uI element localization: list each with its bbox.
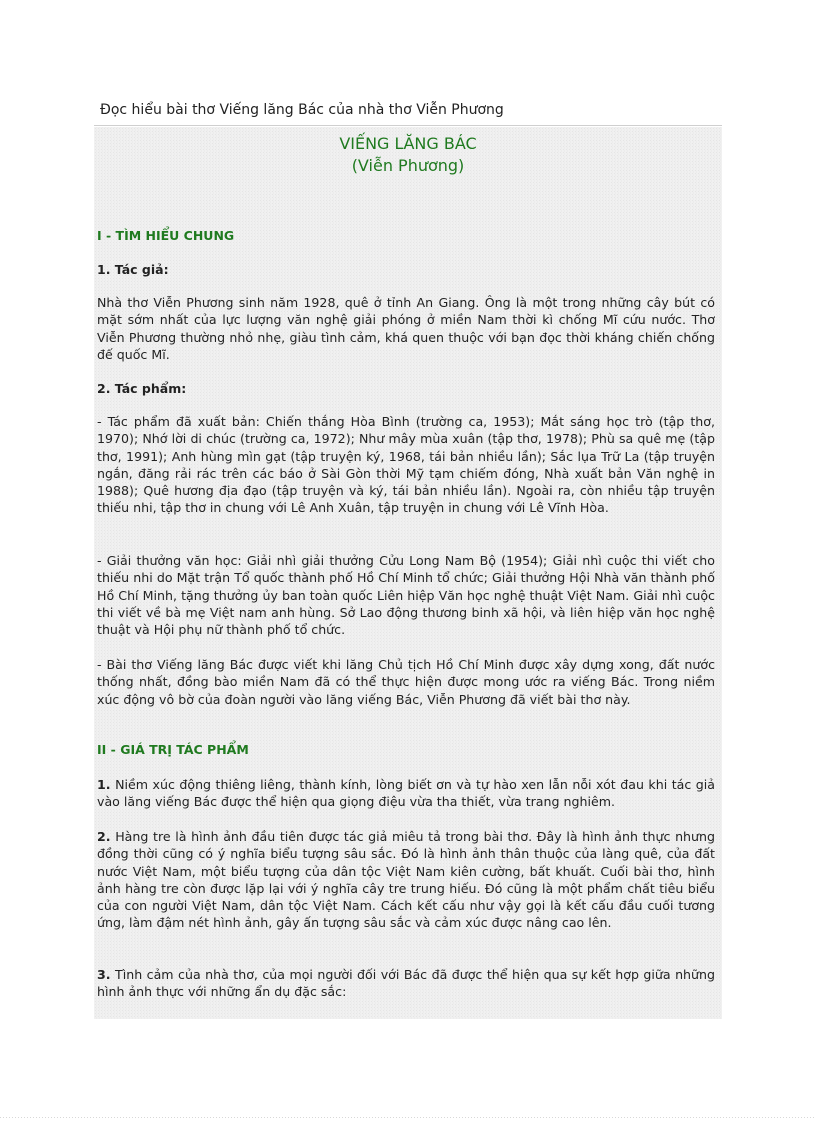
- value-number-2: 2.: [97, 829, 111, 844]
- poem-title-line1: VIẾNG LĂNG BÁC: [339, 134, 477, 153]
- value-number-1: 1.: [97, 777, 111, 792]
- value-text-1: Niềm xúc động thiêng liêng, thành kính, lòng biết ơn và tự hào xen lẫn nỗi xót đau khi tác giả vào lăng viếng Bác được thể hiện qua giọng điệu vừa tha thiết, vừa trang nghiêm.: [97, 777, 715, 810]
- section-heading-1: I - TÌM HIỂU CHUNG: [97, 228, 235, 243]
- document-panel: [94, 127, 722, 1019]
- works-paragraph-1: - Tác phẩm đã xuất bản: Chiến thắng Hòa Bình (trường ca, 1953); Mắt sáng học trò (tập thơ, 1970); Nhớ lời di chúc (trường ca, 1972); Như mây mùa xuân (tập thơ, 1978); Phù sa quê mẹ (tập thơ, 1991); Anh hùng mìn gạt (tập truyện ký, 1968, tái bản nhiều lần); Sắc lụa Trữ La (tập truyện ngắn, đăng rải rác trên các báo ở Sài Gòn thời Mỹ tạm chiếm đóng, Nhà xuất bản Văn nghệ in 1988); Quê hương địa đạo (tập truyện và ký, tái bản nhiều lần). Ngoài ra, còn nhiều tập truyện thiếu nhi, tập thơ in chung với Lê Anh Xuân, tập truyện in chung với Lê Vĩnh Hòa.: [97, 414, 715, 516]
- poem-title: [94, 133, 722, 177]
- works-paragraph-3: - Bài thơ Viếng lăng Bác được viết khi lăng Chủ tịch Hồ Chí Minh được xây dựng xong, đất nước thống nhất, đồng bào miền Nam đã có thể thực hiện được mong ước ra viếng Bác. Trong niềm xúc động vô bờ của đoàn người vào lăng viếng Bác, Viễn Phương đã viết bài thơ này.: [97, 657, 715, 707]
- page-title: Đọc hiểu bài thơ Viếng lăng Bác của nhà thơ Viễn Phương: [100, 102, 504, 118]
- value-text-3: Tình cảm của nhà thơ, của mọi người đối với Bác đã được thể hiện qua sự kết hợp giữa những hình ảnh thực với những ẩn dụ đặc sắc:: [97, 967, 715, 1000]
- works-heading: 2. Tác phẩm:: [97, 381, 187, 396]
- value-number-3: 3.: [97, 967, 111, 982]
- author-paragraph: Nhà thơ Viễn Phương sinh năm 1928, quê ở tỉnh An Giang. Ông là một trong những cây bút có mặt sớm nhất của lực lượng văn nghệ giải phóng ở miền Nam thời kì chống Mĩ cứu nước. Thơ Viễn Phương thường nhỏ nhẹ, giàu tình cảm, khá quen thuộc với bạn đọc thời kháng chiến chống đế quốc Mĩ.: [97, 295, 715, 362]
- poem-title-line2: (Viễn Phương): [351, 156, 465, 175]
- value-text-2: Hàng tre là hình ảnh đầu tiên được tác giả miêu tả trong bài thơ. Đây là hình ảnh thực nhưng đồng thời cũng có ý nghĩa biểu tượng sâu sắc. Đó là hình ảnh thân thuộc của làng quê, của đất nước Việt Nam, một biểu tượng của dân tộc Việt Nam kiên cường, bất khuất. Cuối bài thơ, hình ảnh hàng tre còn được lặp lại với ý nghĩa cây tre trung hiếu. Đó cũng là một phẩm chất tiêu biểu của con người Việt Nam, dân tộc Việt Nam. Cách kết cấu như vậy gọi là kết cấu đầu cuối tương ứng, làm đậm nét hình ảnh, gây ấn tượng sâu sắc và cảm xúc được nâng cao lên.: [97, 829, 715, 931]
- value-paragraph-3: [97, 966, 715, 1001]
- page-bottom-border: [0, 1117, 816, 1118]
- value-paragraph-2: [97, 828, 715, 932]
- author-heading: 1. Tác giả:: [97, 262, 169, 277]
- works-paragraph-2: - Giải thưởng văn học: Giải nhì giải thưởng Cửu Long Nam Bộ (1954); Giải nhì cuộc thi viết cho thiếu nhi do Mặt trận Tổ quốc thành phố Hồ Chí Minh tổ chức; Giải thưởng Hội Nhà văn thành phố Hồ Chí Minh, tặng thưởng ủy ban toàn quốc Liên hiệp Văn học nghệ thuật Việt Nam. Giải nhì cuộc thi viết về bà mẹ Việt nam anh hùng. Sở Lao động thương binh xã hội, và liên hiệp văn học nghệ thuật và Hội phụ nữ thành phố tổ chức.: [97, 553, 715, 638]
- section-heading-2: II - GIÁ TRỊ TÁC PHẨM: [97, 742, 249, 757]
- value-paragraph-1: [97, 776, 715, 811]
- page-header: [94, 96, 722, 126]
